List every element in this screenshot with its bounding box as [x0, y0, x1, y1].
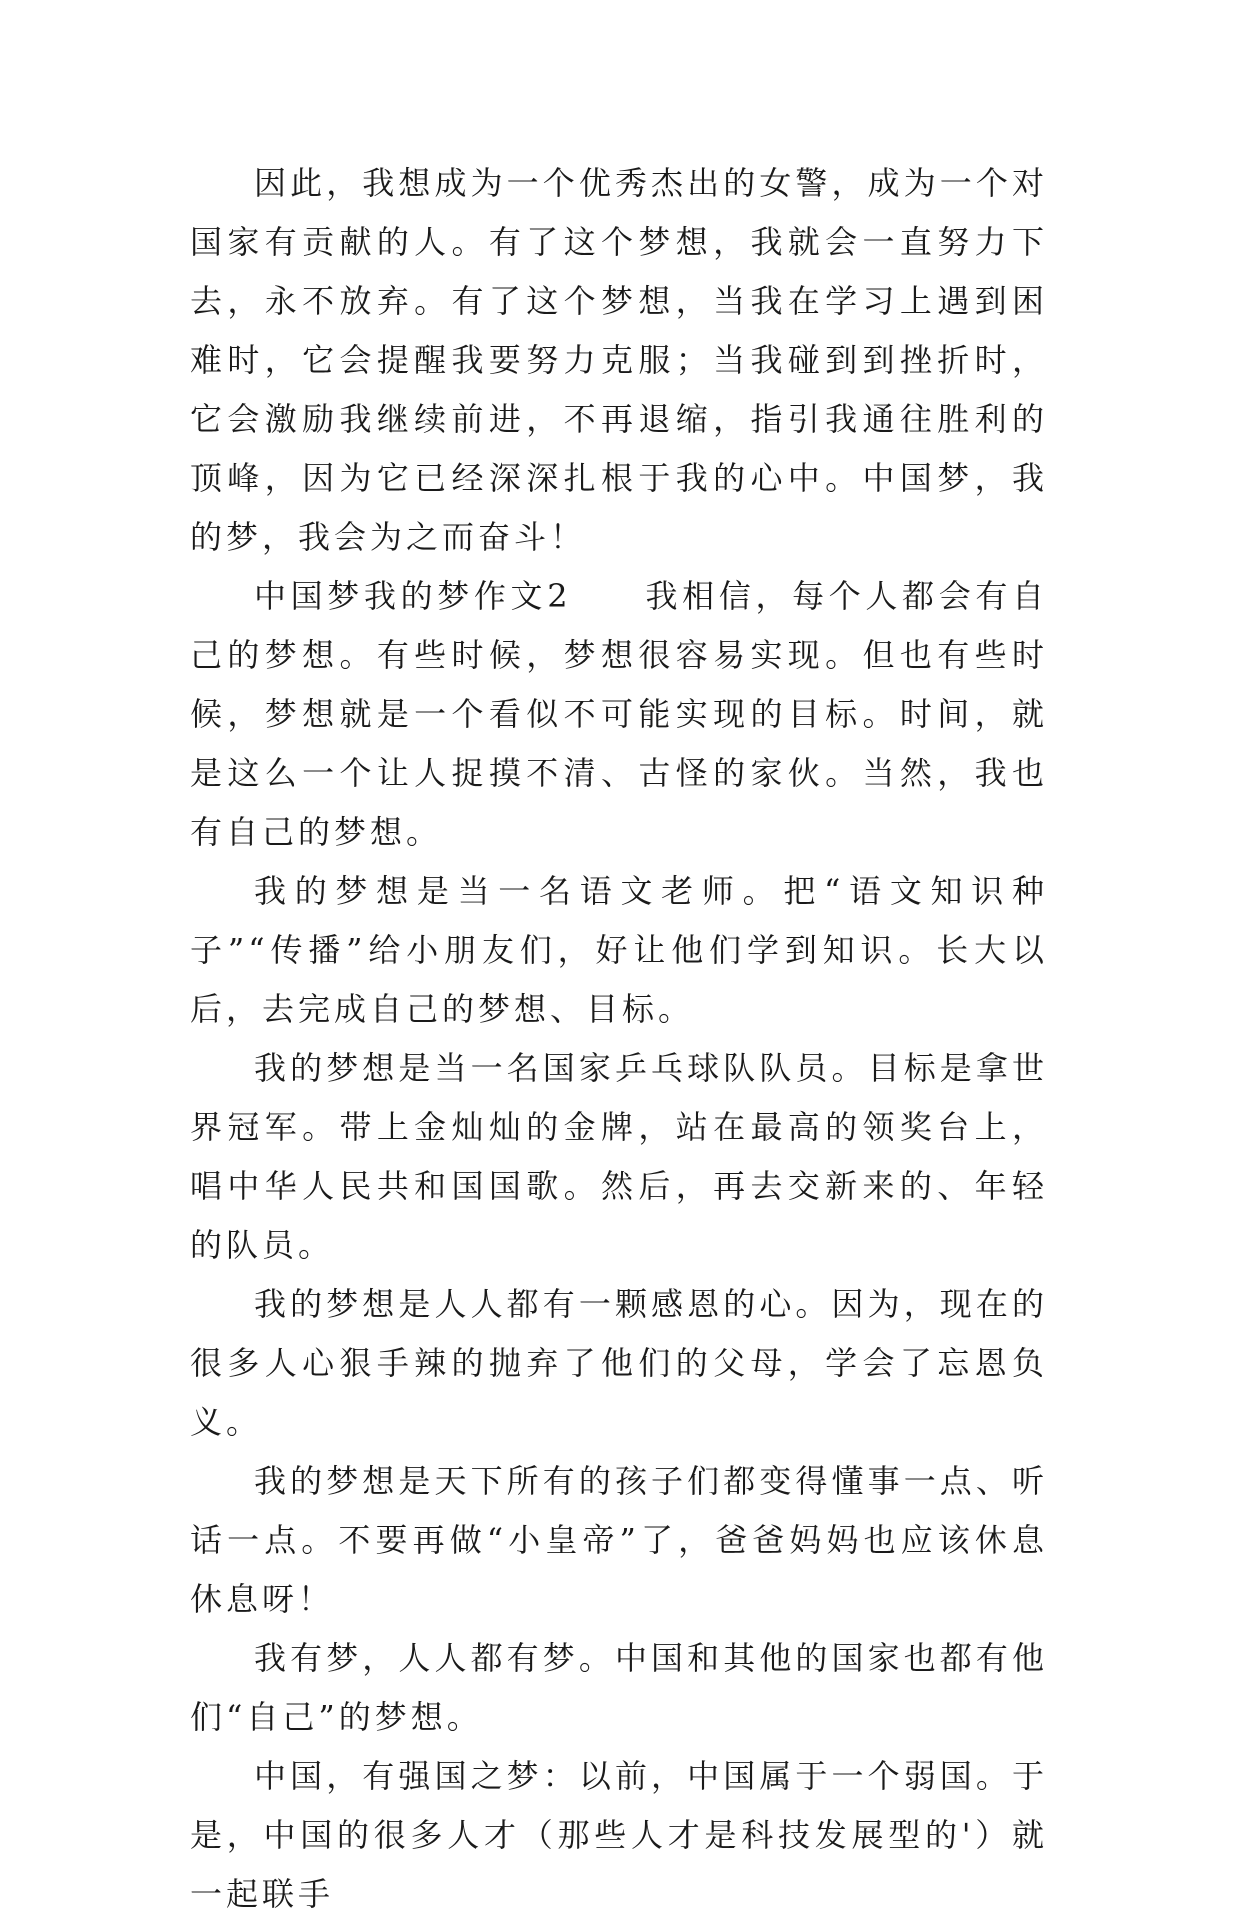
paragraph-6: 我的梦想是天下所有的孩子们都变得懂事一点、听话一点。不要再做“小皇帝”了，爸爸妈妈也应该休息休息呀！ [190, 1462, 1048, 1618]
paragraph-2: 中国梦我的梦作文2 我相信，每个人都会有自己的梦想。有些时候，梦想很容易实现。但也有些时候，梦想就是一个看似不可能实现的目标。时间，就是这么一个让人捉摸不清、古怪的家伙。当然，我也有自己的梦想。 [190, 577, 1048, 851]
paragraph-4: 我的梦想是当一名国家乒乓球队队员。目标是拿世界冠军。带上金灿灿的金牌，站在最高的领奖台上，唱中华人民共和国国歌。然后，再去交新来的、年轻的队员。 [190, 1049, 1048, 1264]
document-body [190, 154, 1048, 1924]
paragraph-3: 我的梦想是当一名语文老师。把“语文知识种子”“传播”给小朋友们，好让他们学到知识。长大以后，去完成自己的梦想、目标。 [190, 872, 1048, 1028]
paragraph-8: 中国，有强国之梦：以前，中国属于一个弱国。于是，中国的很多人才（那些人才是科技发展型的'）就一起联手 [190, 1757, 1048, 1913]
paragraph-7: 我有梦，人人都有梦。中国和其他的国家也都有他们“自己”的梦想。 [190, 1639, 1048, 1736]
paragraph-5: 我的梦想是人人都有一颗感恩的心。因为，现在的很多人心狠手辣的抛弃了他们的父母，学会了忘恩负义。 [190, 1285, 1048, 1441]
paragraph-1: 因此，我想成为一个优秀杰出的女警，成为一个对国家有贡献的人。有了这个梦想，我就会一直努力下去，永不放弃。有了这个梦想，当我在学习上遇到困难时，它会提醒我要努力克服；当我碰到到挫折时，它会激励我继续前进，不再退缩，指引我通往胜利的顶峰，因为它已经深深扎根于我的心中。中国梦，我的梦，我会为之而奋斗！ [190, 164, 1048, 556]
